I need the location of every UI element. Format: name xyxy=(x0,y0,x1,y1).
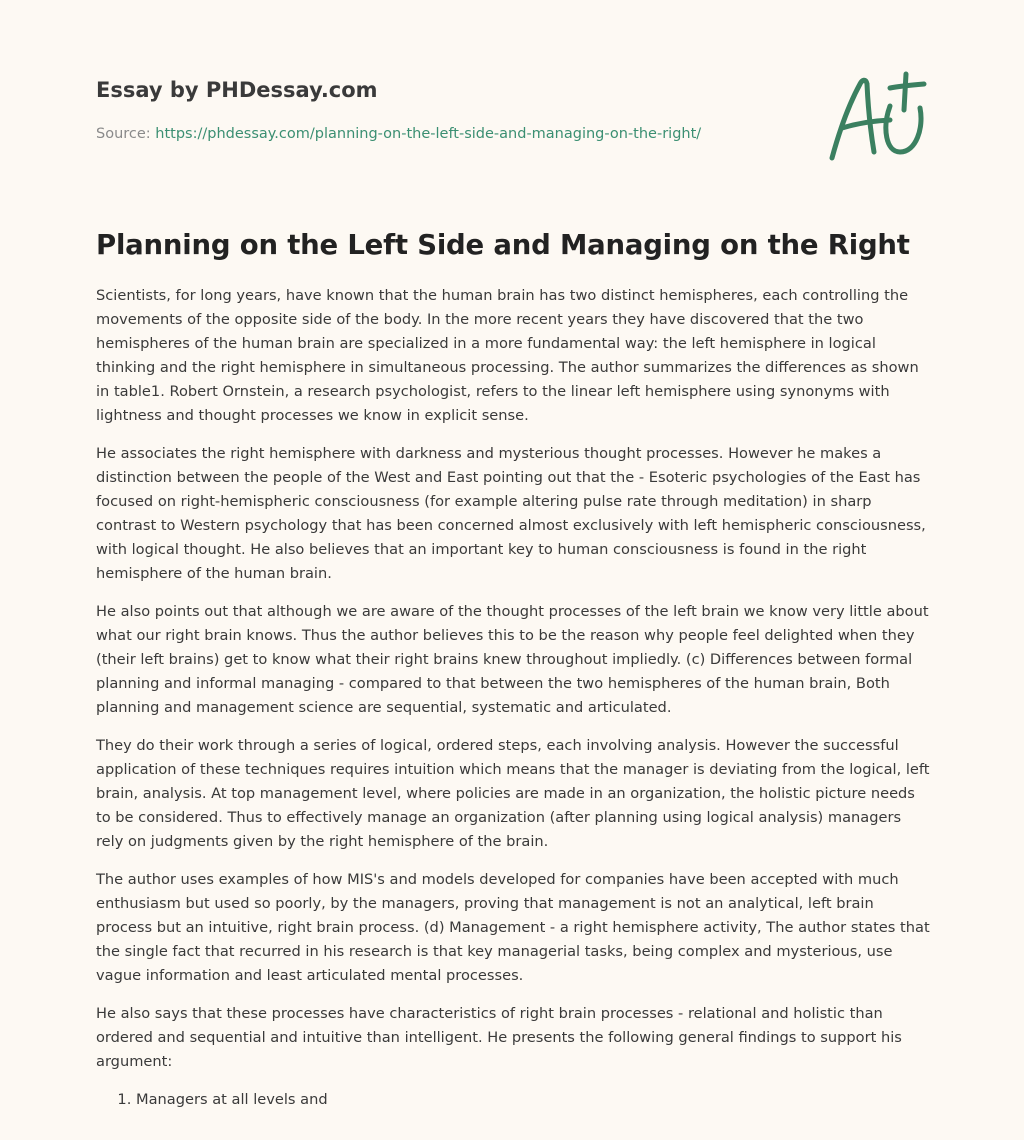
findings-list xyxy=(96,1088,932,1112)
a-plus-logo-icon xyxy=(820,66,930,166)
list-item: 1. Managers at all levels and xyxy=(136,1088,932,1112)
paragraph: The author uses examples of how MIS's and models developed for companies have been accepted with much enthusiasm but used so poorly, by the managers, proving that management is not an analytical, left brain process but an intuitive, right brain process. (d) Management - a right hemisphere activity, The author states that the single fact that recurred in his research is that key managerial tasks, being complex and mysterious, use vague information and least articulated mental processes. xyxy=(96,871,930,984)
paragraph: He also says that these processes have characteristics of right brain processes - relational and holistic than ordered and sequential and intuitive than intelligent. He presents the following general findings to support his argument: xyxy=(96,1005,902,1070)
paragraph: They do their work through a series of logical, ordered steps, each involving analysis. However the successful application of these techniques requires intuition which means that the manager is deviating from the logical, left brain, analysis. At top management level, where policies are made in an organization, the holistic picture needs to be considered. Thus to effectively manage an organization (after planning using logical analysis) managers rely on judgments given by the right hemisphere of the brain. xyxy=(96,737,930,850)
source-line xyxy=(96,124,796,144)
paragraph: He associates the right hemisphere with darkness and mysterious thought processes. However he makes a distinction between the people of the West and East pointing out that the - Esoteric psychologies of the East has focused on right-hemispheric consciousness (for example altering pulse rate through meditation) in sharp contrast to Western psychology that has been concerned almost exclusively with left hemispheric consciousness, with logical thought. He also believes that an important key to human consciousness is found in the right hemisphere of the human brain. xyxy=(96,445,926,582)
header xyxy=(96,76,796,144)
paragraph: Scientists, for long years, have known that the human brain has two distinct hemispheres, each controlling the movements of the opposite side of the body. In the more recent years they have discovered that the two hemispheres of the human brain are specialized in a more fundamental way: the left hemisphere in logical thinking and the right hemisphere in simultaneous processing. The author summarizes the differences as shown in table1. Robert Ornstein, a research psychologist, refers to the linear left hemisphere using synonyms with lightness and thought processes we know in explicit sense. xyxy=(96,287,919,424)
article-body xyxy=(96,284,932,1112)
source-label: Source: xyxy=(96,126,151,142)
brand-title: Essay by PHDessay.com xyxy=(96,78,378,102)
paragraph: He also points out that although we are aware of the thought processes of the left brain we know very little about what our right brain knows. Thus the author believes this to be the reason why people feel delighted when they (their left brains) get to know what their right brains knew throughout impliedly. (c) Differences between formal planning and informal managing - compared to that between the two hemispheres of the human brain, Both planning and management science are sequential, systematic and articulated. xyxy=(96,603,929,716)
article-title: Planning on the Left Side and Managing on the Right xyxy=(96,229,910,261)
source-link[interactable]: https://phdessay.com/planning-on-the-left-side-and-managing-on-the-right/ xyxy=(155,126,702,142)
